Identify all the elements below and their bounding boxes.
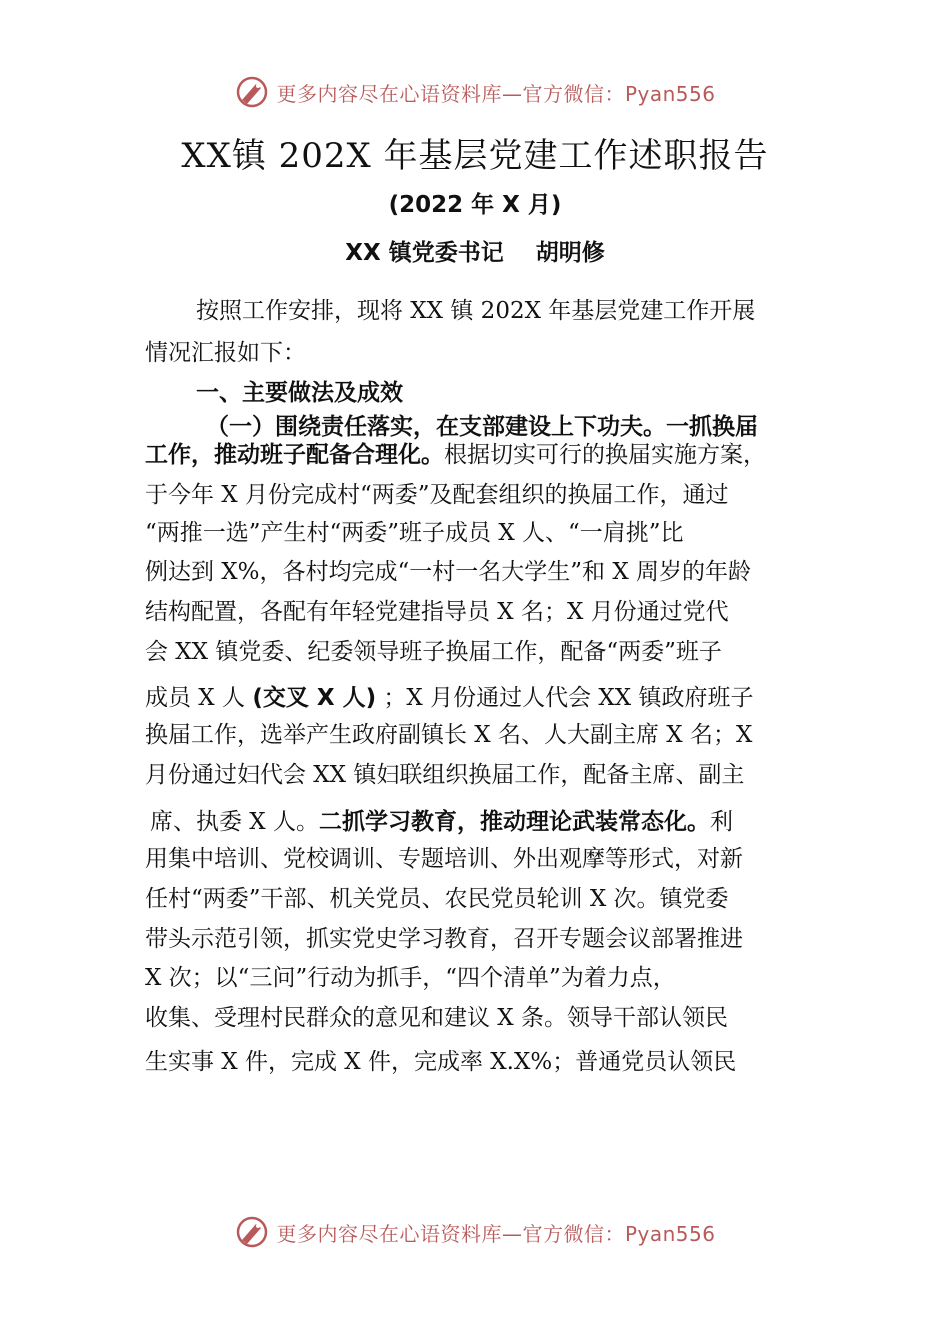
- paragraph-line: [145, 963, 676, 993]
- paragraph-line: [145, 924, 743, 954]
- paragraph-line: [196, 296, 755, 326]
- paragraph-line: [145, 338, 306, 368]
- paragraph-line: [145, 884, 729, 914]
- document-date: (2022 年 X 月): [388, 192, 562, 218]
- text-segment: 于今年 X 月份完成村“两委”及配套组织的换届工作，通过: [145, 482, 729, 508]
- paragraph-line: [145, 1047, 736, 1077]
- document-title: XX镇 202X 年基层党建工作述职报告: [181, 136, 769, 176]
- pen-nib-circle-icon: [234, 74, 270, 110]
- text-segment: 收集、受理村民群众的意见和建议 X 条。领导干部认领民: [145, 1005, 728, 1031]
- watermark-text: 更多内容尽在心语资料库—官方微信：Pyan556: [276, 81, 716, 106]
- text-segment: 月份通过妇代会 XX 镇妇联组织换届工作，配备主席、副主: [145, 762, 745, 788]
- text-segment: 用集中培训、党校调训、专题培训、外出观摩等形式，对新: [145, 846, 743, 872]
- text-segment: 任村“两委”干部、机关党员、农民党员轮训 X 次。镇党委: [145, 886, 729, 912]
- paragraph-line: [145, 557, 751, 587]
- text-segment: 席、执委 X 人。: [150, 809, 319, 835]
- paragraph-line: [145, 440, 766, 470]
- paragraph-line: [206, 412, 758, 442]
- paragraph-line: [145, 637, 722, 667]
- text-segment: 利: [710, 809, 733, 835]
- watermark-text: 更多内容尽在心语资料库—官方微信：Pyan556: [276, 1221, 716, 1246]
- text-segment: 情况汇报如下：: [145, 340, 306, 366]
- paragraph-line: [145, 518, 684, 548]
- bold-text-segment: (交叉 X 人): [252, 685, 377, 711]
- paragraph-line: [145, 480, 729, 510]
- paragraph-line: [145, 720, 752, 750]
- text-segment: 成员 X 人: [145, 685, 253, 711]
- watermark-banner-top: [0, 72, 950, 112]
- text-segment: 例达到 X%，各村均完成“一村一名大学生”和 X 周岁的年龄: [145, 559, 752, 585]
- text-segment: 生实事 X 件，完成 X 件，完成率 X.X%；普通党员认领民: [145, 1049, 737, 1075]
- text-segment: “两推一选”产生村“两委”班子成员 X 人、“一肩挑”比: [145, 520, 684, 546]
- text-segment: ；X 月份通过人代会 XX 镇政府班子: [376, 685, 754, 711]
- text-segment: 带头示范引领，抓实党史学习教育，召开专题会议部署推进: [145, 926, 743, 952]
- text-segment: 换届工作，选举产生政府副镇长 X 名、人大副主席 X 名；X: [145, 722, 753, 748]
- document-author: XX 镇党委书记 胡明修: [345, 240, 605, 266]
- text-segment: 结构配置，各配有年轻党建指导员 X 名；X 月份通过党代: [145, 599, 729, 625]
- bold-text-segment: 工作，推动班子配备合理化。: [145, 442, 444, 468]
- paragraph-line: [150, 807, 733, 837]
- paragraph-line: [145, 760, 744, 790]
- paragraph-line: [145, 683, 753, 713]
- pen-nib-circle-icon: [234, 1214, 270, 1250]
- text-segment: 会 XX 镇党委、纪委领导班子换届工作，配备“两委”班子: [145, 639, 722, 665]
- text-segment: 按照工作安排，现将 XX 镇 202X 年基层党建工作开展: [196, 298, 756, 324]
- bold-text-segment: （一）围绕责任落实，在支部建设上下功夫。一抓换届: [206, 414, 758, 440]
- paragraph-line: [145, 597, 729, 627]
- watermark-banner-bottom: [0, 1212, 950, 1252]
- paragraph-line: [196, 378, 403, 408]
- text-segment: X 次；以“三问”行动为抓手，“四个清单”为着力点，: [145, 965, 676, 991]
- bold-text-segment: 二抓学习教育，推动理论武装常态化。: [319, 809, 710, 835]
- text-segment: 根据切实可行的换届实施方案，: [444, 442, 766, 468]
- bold-text-segment: 一、主要做法及成效: [196, 380, 403, 406]
- paragraph-line: [145, 844, 743, 874]
- paragraph-line: [145, 1003, 728, 1033]
